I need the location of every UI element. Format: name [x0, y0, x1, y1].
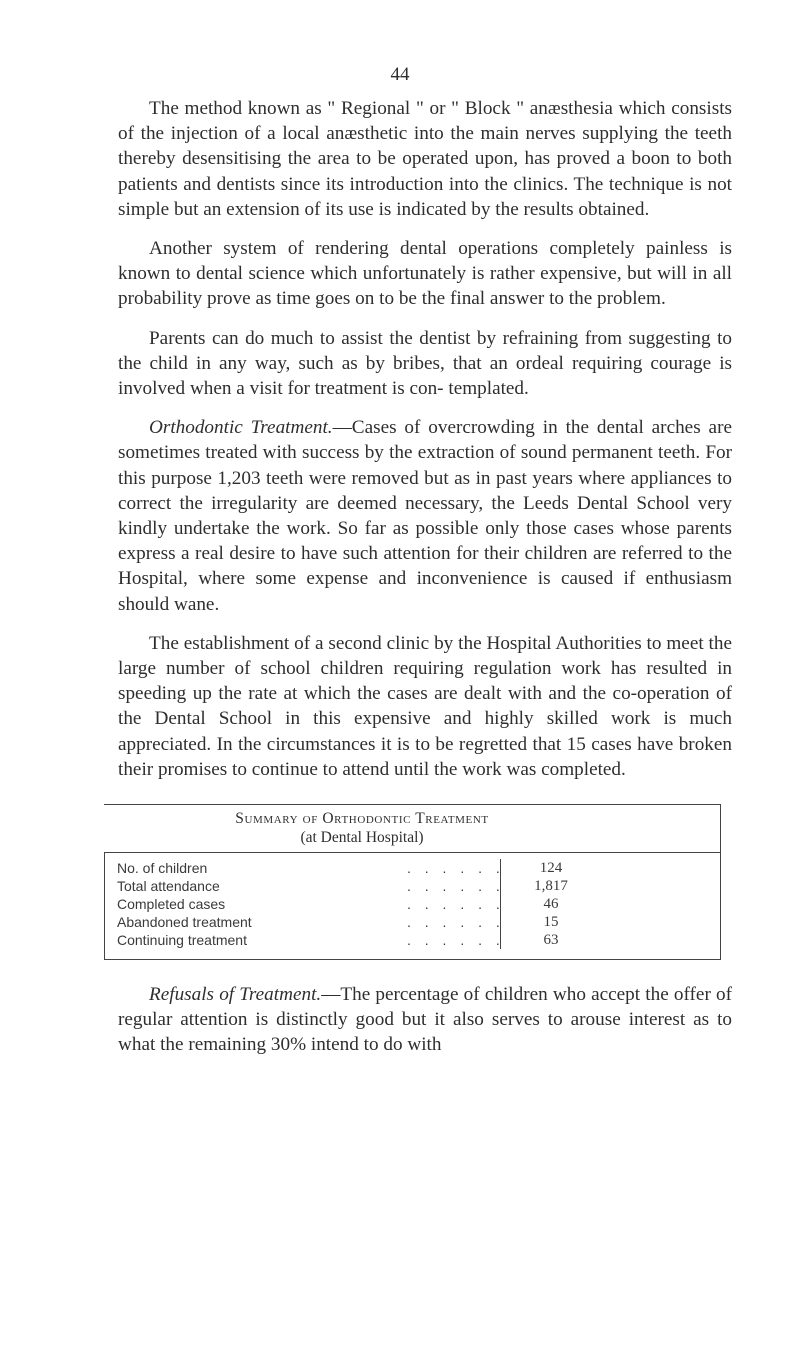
- summary-table: [104, 804, 721, 960]
- paragraph-parents: Parents can do much to assist the dentist by refraining from suggesting to the child in any way, such as by bribes, that an ordeal requiring courage is involved when a visit for treatment is con- templated.: [118, 327, 732, 400]
- refusals-text: —The percentage of children who accept the offer of regular attention is distinctly good but it also serves to arouse interest as to what the remaining 30% intend to do with: [118, 984, 732, 1056]
- summary-row-value: 63: [543, 932, 559, 949]
- page-body: [118, 96, 732, 1072]
- summary-row-label: Continuing treatment . . . . . .: [117, 932, 505, 949]
- summary-row-value: 46: [543, 896, 559, 913]
- leader-dots: . . . . . .: [407, 860, 505, 877]
- summary-row-label: No. of children . . . . . .: [117, 860, 505, 877]
- summary-label-column: [105, 859, 505, 949]
- summary-row-label: Completed cases . . . . . .: [117, 896, 505, 913]
- summary-row-label: Total attendance . . . . . .: [117, 878, 505, 895]
- summary-row-label: Abandoned treatment . . . . . .: [117, 914, 505, 931]
- summary-subtitle: (at Dental Hospital): [300, 829, 424, 847]
- summary-title: Summary of Orthodontic Treatment: [235, 810, 489, 828]
- orthodontic-heading: Orthodontic Treatment.: [149, 417, 333, 439]
- paragraph-second-clinic: The establishment of a second clinic by the Hospital Authorities to meet the large number of school children requiring regulation work has resulted in speeding up the rate at which the cases are dealt with and the co-operation of the Dental School in this expensive and highly skilled work is much appreciated. In the circumstances it is to be regretted that 15 cases have broken their promises to continue to attend until the work was completed.: [118, 632, 732, 780]
- summary-row-value: 124: [539, 860, 563, 877]
- leader-dots: . . . . . .: [407, 896, 505, 913]
- summary-value-column: [501, 859, 601, 949]
- paragraph-orthodontic: [118, 415, 732, 617]
- summary-body: [104, 853, 720, 959]
- leader-dots: . . . . . .: [407, 914, 505, 931]
- page-number: 44: [390, 64, 410, 85]
- leader-dots: . . . . . .: [407, 932, 505, 949]
- summary-header: [104, 805, 720, 853]
- orthodontic-text: —Cases of overcrowding in the dental arches are sometimes treated with success by the extraction of sound permanent teeth. For this purpose 1,203 teeth were removed but as in past years where appliances to correct the irregularity are deemed necessary, the Leeds Dental School very kindly undertake the work. So far as possible only those cases whose parents express a real desire to have such attention for their children are referred to the Hospital, where some expense and inconvenience is caused if enthusiasm should wane.: [118, 417, 732, 615]
- leader-dots: . . . . . .: [407, 878, 505, 895]
- summary-row-value: 1,817: [534, 878, 568, 895]
- paragraph-painless-system: Another system of rendering dental operations completely painless is known to dental science which unfortunately is rather expensive, but will in all probability prove as time goes on to be the final answer to the problem.: [118, 238, 732, 310]
- summary-row-value: 15: [543, 914, 559, 931]
- paragraph-refusals: [118, 982, 732, 1058]
- paragraph-regional-block: The method known as " Regional " or " Block " anæsthesia which consists of the injection of a local anæsthetic into the main nerves supplying the teeth thereby desensitising the area to be operated upon, has proved a boon to both patients and dentists since its introduction into the clinics. The technique is not simple but an extension of its use is indicated by the results obtained.: [118, 98, 732, 220]
- refusals-heading: Refusals of Treatment.: [149, 984, 322, 1006]
